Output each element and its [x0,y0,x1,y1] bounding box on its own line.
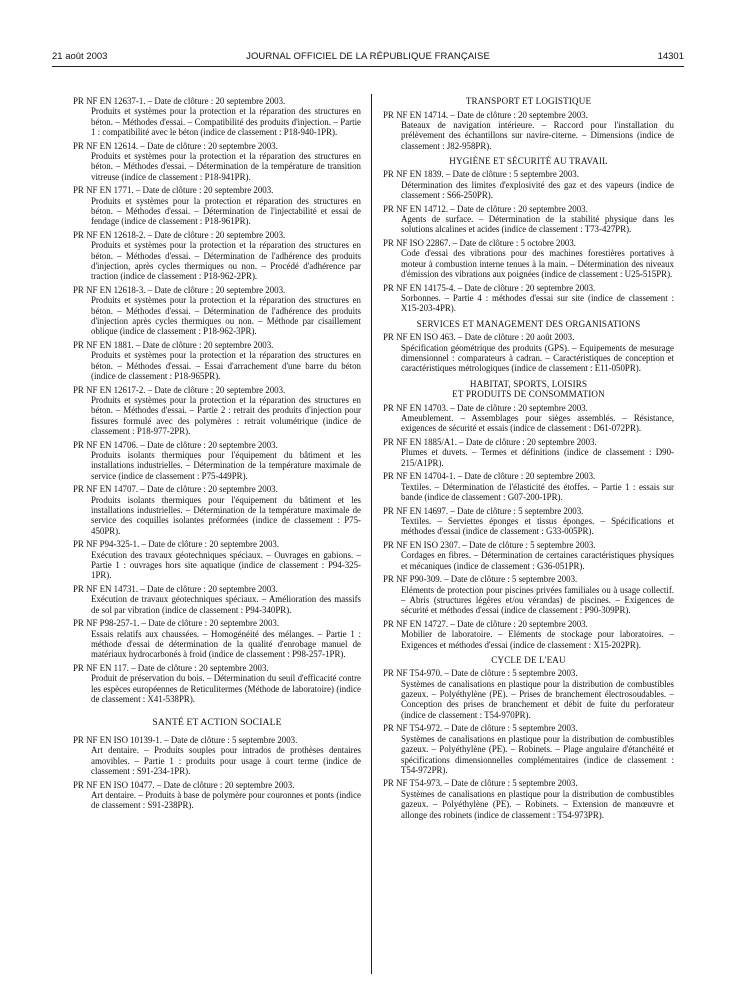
section-heading: HYGIÈNE ET SÉCURITÉ AU TRAVAIL [449,155,608,166]
standard-entry [383,169,674,200]
entry-description: Produits et systèmes pour la protection et la réparation des structures en béton. – Méthodes d'essai. – Détermination de l'adhérence des produits d'injection, après cycles thermiques ou non. – Procédé d'adhérence par traction (indice de classement : P18-962-2PR). [91,240,361,282]
left-column [73,96,361,814]
entry-description: Détermination des limites d'explosivité des gaz et des vapeurs (indice de classement : S66-250PR). [401,179,674,201]
standard-entry [383,238,674,279]
entry-description: Art dentaire. – Produits à base de polymère pour couronnes et ponts (indice de classement : S91-238PR). [91,789,361,811]
standard-entry [383,668,674,720]
journal-title: JOURNAL OFFICIEL DE LA RÉPUBLIQUE FRANÇAISE [246,51,490,62]
entry-reference: PR NF ISO 22867. – Date de clôture : 5 octobre 2003. [383,238,577,249]
entry-description: Ameublement. – Assemblages pour sièges assemblés. – Résistance, exigences de sécurité et essais (indice de classement : D61-072PR). [401,412,674,434]
section-heading: SANTÉ ET ACTION SOCIALE [152,717,282,729]
column-separator [371,94,372,974]
standard-entry [383,403,674,434]
standard-entry [383,506,674,537]
entry-reference: PR NF EN 12614. – Date de clôture : 20 septembre 2003. [73,140,278,151]
standard-entry [73,285,361,337]
entry-reference: PR NF EN ISO 463. – Date de clôture : 20 août 2003. [383,332,575,343]
standard-entry [73,780,361,811]
entry-description: Bateaux de navigation intérieure. – Raccord pour l'installation du prélèvement des échantillons sur navire-citerne. – Dimensions (indice de classement : J82-958PR). [401,119,674,151]
entry-description: Plumes et duvets. – Termes et définitions (indice de classement : D90-215/A1PR). [401,447,674,468]
standard-entry [383,437,674,468]
entry-reference: PR NF T54-973. – Date de clôture : 5 septembre 2003. [383,778,578,789]
entry-description: Sorbonnes. – Partie 4 : méthodes d'essai sur site (indice de classement : X15-203-4PR). [401,293,674,314]
standard-entry [383,619,674,650]
entry-reference: PR NF EN 1839. – Date de clôture : 5 septembre 2003. [383,169,579,180]
entry-reference: PR NF EN 12618-2. – Date de clôture : 20 septembre 2003. [73,230,286,241]
standard-entry [73,185,361,226]
standard-entry [383,471,674,502]
entry-description: Mobilier de laboratoire. – Eléments de stockage pour laboratoires. – Exigences et méthodes d'essai (indice de classement : X15-202PR). [401,629,674,650]
standard-entry [73,385,361,437]
section-heading: ET PRODUITS DE CONSOMMATION [452,389,605,400]
entry-description: Exécution de travaux géotechniques spéciaux. – Amélioration des massifs de sol par vibration (indice de classement : P94-340PR). [91,594,361,615]
entry-description: Code d'essai des vibrations pour des machines forestières portatives à moteur à combustion interne tenues à la main. – Détermination des niveaux d'émission des vibrations aux poignées (indice de classement : U25-515PR). [401,248,674,280]
standard-entry [73,440,361,481]
standard-entry [73,663,361,704]
entry-reference: PR NF EN 14714. – Date de clôture : 20 septembre 2003. [383,109,588,120]
standard-entry [383,540,674,571]
entry-description: Textiles. – Serviettes éponges et tissus éponges. – Spécifications et méthodes d'essai (indice de classement : G33-005PR). [401,515,674,537]
entry-reference: PR NF EN 14704-1. – Date de clôture : 20 septembre 2003. [383,471,596,482]
issue-date: 21 août 2003 [52,51,108,62]
entry-reference: PR NF EN 14175-4. – Date de clôture : 20 septembre 2003. [383,282,596,293]
section-heading: SERVICES ET MANAGEMENT DES ORGANISATIONS [416,318,641,329]
standard-entry [383,332,674,373]
entry-reference: PR NF P94-325-1. – Date de clôture : 20 septembre 2003. [73,539,280,550]
entry-reference: PR NF EN 1885/A1. – Date de clôture : 20 septembre 2003. [383,436,597,447]
standard-entry [73,735,361,776]
entry-reference: PR NF P98-257-1. – Date de clôture : 20 septembre 2003. [73,618,280,629]
standard-entry [73,484,361,536]
entry-description: Produits isolants thermiques pour l'équipement du bâtiment et les installations industrielles. – Détermination de la température maximale de service (indice de classement : P75-449PR). [91,450,361,481]
header-rule [52,66,684,67]
entry-description: Art dentaire. – Produits souples pour intrados de prothèses dentaires amovibles. – Partie 1 : produits pour usage à court terme (indice de classement : S91-234-1PR). [91,745,361,776]
entry-description: Systèmes de canalisations en plastique pour la distribution de combustibles gazeux. – Polyéthylène (PE). – Robinets. – Plage angulaire d'étanchéité et spécifications dimensionnelles complémentaires (indice de classement : T54-972PR). [401,733,674,775]
entry-reference: PR NF EN ISO 10477. – Date de clôture : 20 septembre 2003. [73,779,295,790]
entry-reference: PR NF T54-970. – Date de clôture : 5 septembre 2003. [383,668,578,679]
page-header [52,51,684,63]
standard-entry [73,340,361,381]
entry-description: Produit de préservation du bois. – Détermination du seuil d'efficacité contre les espèces européennes de Reticulitermes (Méthode de laboratoire) (indice de classement : X41-538PR). [91,673,361,705]
section-heading: CYCLE DE L'EAU [491,654,566,665]
entry-description: Textiles. – Détermination de l'élasticité des étoffes. – Partie 1 : essais sur bande (indice de classement : G07-200-1PR). [401,481,674,502]
standard-entry [73,96,361,137]
standard-entry [383,778,674,819]
entry-reference: PR NF EN 12617-2. – Date de clôture : 20 septembre 2003. [73,384,286,395]
entry-description: Produits et systèmes pour la protection et la réparation des structures en béton. – Méthodes d'essai. – Partie 2 : retrait des produits d'injection pour fissures formulé avec des polymères : retrait volumétrique (indice de classement : P18-977-2PR). [91,395,361,437]
standard-entry [73,618,361,659]
entry-reference: PR NF EN 12637-1. – Date de clôture : 20 septembre 2003. [73,96,286,106]
standard-entry [73,584,361,615]
entry-description: Produits et systèmes pour la protection et la réparation des structures en béton. – Méthodes d'essai. – Détermination de l'adhérence des produits d'injection après cycles thermiques ou non. – Méthode par cisaillement oblique (indice de classement : P18-962-3PR). [91,295,361,337]
entry-reference: PR NF EN 14703. – Date de clôture : 20 septembre 2003. [383,402,588,413]
entry-reference: PR NF EN 117. – Date de clôture : 20 septembre 2003. [73,663,269,674]
section-heading: HABITAT, SPORTS, LOISIRS [469,378,588,389]
standard-entry [73,539,361,580]
page-number: 14301 [657,51,684,62]
entry-description: Produits et systèmes pour la protection et la réparation des structures en béton. – Méthodes d'essai. – Détermination de la température de transition vitreuse (indice de classement : P18-941PR). [91,151,361,182]
entry-reference: PR NF EN ISO 10139-1. – Date de clôture : 5 septembre 2003. [73,734,298,745]
entry-reference: PR NF EN 14707. – Date de clôture : 20 septembre 2003. [73,484,278,495]
entry-description: Spécification géométrique des produits (GPS). – Equipements de mesurage dimensionnel : comparateurs à cadran. – Caractéristiques de conception et caractéristiques métrologiques (indice de classement : E11-050PR). [401,342,674,374]
entry-reference: PR NF EN 14712. – Date de clôture : 20 septembre 2003. [383,203,588,214]
entry-description: Exécution des travaux géotechniques spéciaux. – Ouvrages en gabions. – Partie 1 : ouvrages hors site aquatique (indice de classement : P94-325-1PR). [91,549,361,581]
standard-entry [73,141,361,182]
entry-reference: PR NF EN 14697. – Date de clôture : 5 septembre 2003. [383,505,584,516]
entry-description: Produits isolants thermiques pour l'équipement du bâtiment et les installations industrielles. – Détermination de la température maximale de service des coquilles isolantes préformées (indice de classement : P75-450PR). [91,494,361,536]
entry-description: Systèmes de canalisations en plastique pour la distribution de combustibles gazeux. – Polyéthylène (PE). – Robinets. – Extension de manœuvre et allonge des robinets (indice de classement : T54-973PR). [401,788,674,820]
entry-reference: PR NF EN 1771. – Date de clôture : 20 septembre 2003. [73,185,274,196]
entry-reference: PR NF EN 14731. – Date de clôture : 20 septembre 2003. [73,584,278,595]
section-heading: TRANSPORT ET LOGISTIQUE [465,96,592,106]
entry-description: Produits et systèmes pour la protection et la réparation des structures en béton. – Méthodes d'essai. – Compatibilité des produits d'injection. – Partie 1 : compatibilité avec le béton (indice de classement : P18-940-1PR). [91,106,361,138]
entry-reference: PR NF EN ISO 2307. – Date de clôture : 5 septembre 2003. [383,539,596,550]
entry-description: Eléments de protection pour piscines privées familiales ou à usage collectif. – Abris (structures légères et/ou vérandas) de piscines. – Exigences de sécurité et méthodes d'essai (indice de classement : P90-309PR). [401,584,674,616]
entry-reference: PR NF EN 1881. – Date de clôture : 20 septembre 2003. [73,340,274,351]
entry-description: Produits et systèmes pour la protection et réparation des structures en béton. – Méthodes d'essai. – Détermination de l'injectabilité et essai de fendage (indice de classement : P18-961PR). [91,195,361,227]
standard-entry [73,230,361,282]
entry-reference: PR NF P90-309. – Date de clôture : 5 septembre 2003. [383,574,578,585]
standard-entry [383,204,674,235]
standard-entry [383,723,674,775]
entry-reference: PR NF EN 14706. – Date de clôture : 20 septembre 2003. [73,439,278,450]
right-column [383,96,674,823]
entry-reference: PR NF EN 14727. – Date de clôture : 20 septembre 2003. [383,618,588,629]
entry-description: Essais relatifs aux chaussées. – Homogénéité des mélanges. – Partie 1 : méthode d'essai de détermination de la qualité d'enrobage manuel de matériaux hydrocarbonés à froid (indice de classement : P98-257-1PR). [91,628,361,660]
entry-reference: PR NF T54-972. – Date de clôture : 5 septembre 2003. [383,723,578,734]
entry-reference: PR NF EN 12618-3. – Date de clôture : 20 septembre 2003. [73,285,286,296]
entry-description: Produits et systèmes pour la protection et la réparation des structures en béton. – Méthodes d'essai. – Essai d'arrachement d'une barre du béton (indice de classement : P18-965PR). [91,350,361,382]
entry-description: Agents de surface. – Détermination de la stabilité physique dans les solutions alcalines et acides (indice de classement : T73-427PR). [401,214,674,235]
standard-entry [383,283,674,314]
standard-entry [383,110,674,151]
entry-description: Systèmes de canalisations en plastique pour la distribution de combustibles gazeux. – Polyéthylène (PE). – Prises de branchement électrosoudables. – Conception des prises de branchement et débit de fuite du perforateur (indice de classement : T54-970PR). [401,678,674,720]
entry-description: Cordages en fibres. – Détermination de certaines caractéristiques physiques et mécaniques (indice de classement : G36-051PR). [401,550,674,571]
standard-entry [383,574,674,615]
